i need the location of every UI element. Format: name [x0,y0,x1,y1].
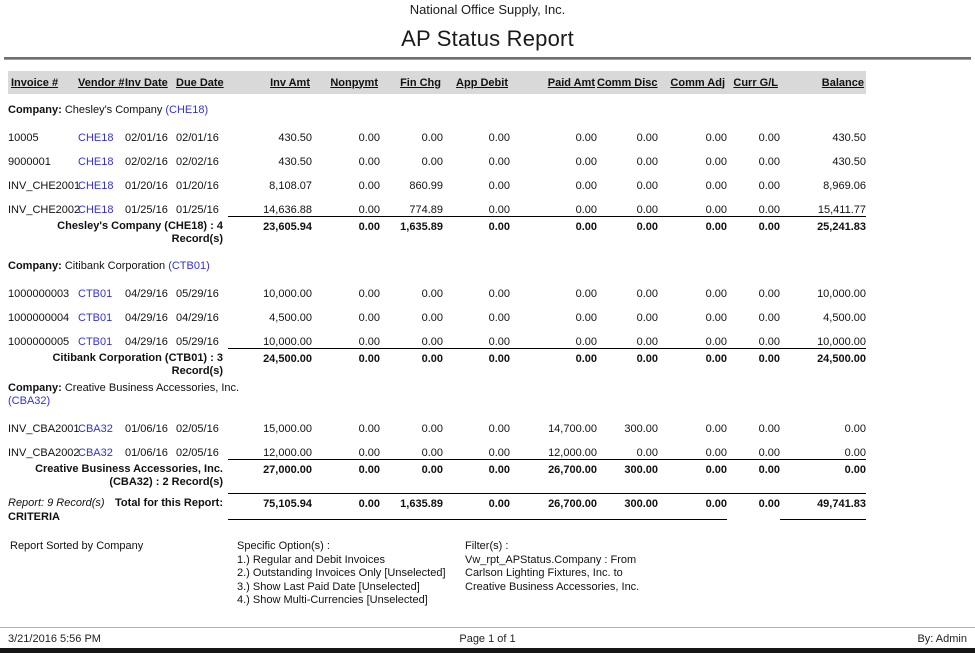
invoice-number: 1000000003 [8,288,70,300]
amount-cell: 24,500.00 [780,348,866,382]
amount-cell: 0.00 [443,493,510,519]
amount-cell: 300.00 [597,459,658,493]
invoice-date: 01/20/16 [125,180,168,192]
amount-cell: 0.00 [380,459,443,493]
amount-cell: 0.00 [844,423,866,435]
amount-cell: 24,500.00 [228,348,312,382]
table-row [8,168,866,192]
vendor-link[interactable]: CHE18 [78,180,114,192]
criteria-sorted-by: Report Sorted by Company [10,540,144,552]
amount-cell: 0.00 [358,446,380,459]
vendor-link[interactable]: CHE18 [78,132,114,144]
invoice-number: 1000000005 [8,336,70,348]
criteria-filters-text: Vw_rpt_APStatus.Company : From Carlson Lighting Fixtures, Inc. to Creative Business Accessories, Inc. [465,553,640,593]
amount-cell: 300.00 [597,493,658,519]
column-header-invoice: Invoice # [8,71,78,94]
footer-page-number: Page 1 of 1 [459,633,516,645]
amount-cell: 0.00 [358,203,380,216]
criteria-options [237,540,457,608]
amount-cell: 12,000.00 [548,446,597,459]
amount-cell: 12,000.00 [263,446,312,459]
amount-cell: 26,700.00 [510,459,597,493]
amount-cell: 0.00 [758,335,780,348]
vendor-cell [78,144,125,168]
amount-cell: 0.00 [358,312,380,324]
company-name: Creative Business Accessories, Inc. [64,382,240,394]
invoice-number: 10005 [8,132,39,144]
amount-cell: 1,635.89 [380,493,443,519]
vendor-cell [78,276,125,300]
amount-cell: 0.00 [705,203,727,216]
table-row [8,324,866,348]
amount-cell: 0.00 [597,216,658,250]
company-name: Citibank Corporation [64,260,169,272]
vendor-link[interactable]: CHE18 [78,156,114,168]
group-header-row [8,382,866,411]
amount-cell: 15,000.00 [263,423,312,435]
vendor-cell [78,168,125,192]
criteria-option: 3.) Show Last Paid Date [Unselected] [237,580,420,593]
vendor-cell [78,120,125,144]
report-total-row [8,493,866,519]
amount-cell: 0.00 [575,156,597,168]
amount-cell: 430.50 [278,156,312,168]
vendor-link[interactable]: CTB01 [78,312,113,324]
page-title: AP Status Report [401,26,574,51]
amount-cell: 0.00 [421,446,443,459]
column-header-balance: Balance [780,71,866,94]
invoice-date: 04/29/16 [125,336,168,348]
amount-cell: 0.00 [488,180,510,192]
column-header-inv-date: Inv Date [125,71,176,94]
company-header-text [8,104,273,117]
amount-cell: 0.00 [488,423,510,435]
criteria-option: 1.) Regular and Debit Invoices [237,553,385,566]
amount-cell: 0.00 [421,288,443,300]
criteria-heading: CRITERIA [8,511,60,523]
column-header-due-date: Due Date [176,71,228,94]
company-header-text [8,260,273,273]
group-header-cell [8,250,866,276]
amount-cell: 860.99 [409,180,443,192]
amount-cell: 10,000.00 [817,288,866,300]
column-header-comm-disc: Comm Disc [597,71,658,94]
amount-cell: 0.00 [758,180,780,192]
column-header-curr-gl: Curr G/L [727,71,780,94]
amount-cell: 0.00 [488,156,510,168]
group-total-label-cell [8,348,228,382]
criteria-options-title: Specific Option(s) : [237,540,330,552]
amount-cell: 430.50 [832,156,866,168]
amount-cell: 0.00 [443,459,510,493]
invoice-date: 04/29/16 [125,288,168,300]
amount-cell: 0.00 [380,348,443,382]
amount-cell: 49,741.83 [780,493,866,519]
amount-cell: 0.00 [727,348,780,382]
amount-cell: 0.00 [510,348,597,382]
column-header-comm-adj: Comm Adj [658,71,727,94]
amount-cell: 0.00 [358,423,380,435]
amount-cell: 15,411.77 [817,203,866,216]
amount-cell: 8,969.06 [823,180,866,192]
amount-cell: 0.00 [312,348,380,382]
amount-cell: 0.00 [758,288,780,300]
company-name: Chesley's Company [64,104,166,116]
amount-cell: 0.00 [488,335,510,348]
vendor-link[interactable]: CBA32 [78,423,113,435]
amount-cell: 0.00 [312,459,380,493]
amount-cell: 0.00 [658,216,727,250]
company-label: Company: [8,104,65,116]
invoice-number: INV_CHE2001 [8,180,81,192]
amount-cell: 0.00 [705,288,727,300]
invoice-number: INV_CBA2001 [8,423,80,435]
criteria-option: 2.) Outstanding Invoices Only [Unselected] [237,567,446,580]
amount-cell: 8,108.07 [269,180,312,192]
amount-cell: 27,000.00 [228,459,312,493]
amount-cell: 0.00 [758,312,780,324]
amount-cell: 14,700.00 [548,423,597,435]
invoice-date: 01/06/16 [125,423,168,435]
amount-cell: 0.00 [443,348,510,382]
amount-cell: 0.00 [575,312,597,324]
vendor-cell [78,300,125,324]
organization-name: National Office Supply, Inc. [409,2,566,17]
amount-cell: 774.89 [409,203,443,216]
amount-cell: 26,700.00 [510,493,597,519]
amount-cell: 0.00 [844,446,866,459]
amount-cell: 0.00 [575,180,597,192]
amount-cell: 0.00 [636,335,658,348]
amount-cell: 0.00 [705,132,727,144]
amount-cell: 0.00 [705,423,727,435]
amount-cell: 0.00 [575,132,597,144]
table-header-row [8,71,866,94]
amount-cell: 0.00 [636,203,658,216]
invoice-date: 02/02/16 [125,156,168,168]
invoice-number: INV_CHE2002 [8,204,81,216]
invoice-number: INV_CBA2002 [8,447,80,459]
company-header-text [8,382,273,408]
amount-cell: 75,105.94 [228,493,312,519]
column-header-paid-amt: Paid Amt [510,71,597,94]
amount-cell: 0.00 [727,216,780,250]
due-date: 02/02/16 [176,156,219,168]
amount-cell: 0.00 [575,203,597,216]
column-header-nonpymt: Nonpymt [312,71,380,94]
options-list [237,554,457,608]
table-row [8,120,866,144]
table-row [8,144,866,168]
due-date: 01/25/16 [176,204,219,216]
amount-cell: 0.00 [636,132,658,144]
amount-cell: 1,635.89 [380,216,443,250]
amount-cell: 0.00 [488,312,510,324]
group-header-row [8,250,866,276]
amount-cell: 0.00 [488,446,510,459]
group-header-cell [8,94,866,120]
amount-cell: 0.00 [758,446,780,459]
amount-cell: 0.00 [510,216,597,250]
ap-status-table [8,71,866,520]
amount-cell: 0.00 [705,156,727,168]
footer-user: By: Admin [917,633,967,645]
amount-cell: 0.00 [705,446,727,459]
company-code-link[interactable]: (CHE18) [165,104,209,116]
amount-cell: 0.00 [358,288,380,300]
amount-cell: 0.00 [488,288,510,300]
vendor-cell [78,324,125,348]
table-row [8,411,866,435]
amount-cell: 0.00 [658,459,727,493]
company-label: Company: [8,260,65,272]
amount-cell: 25,241.83 [780,216,866,250]
vendor-cell [78,192,125,216]
group-header-row [8,94,866,120]
amount-cell: 4,500.00 [269,312,312,324]
group-total-label-cell [8,216,228,250]
invoice-date: 01/25/16 [125,204,168,216]
due-date: 05/29/16 [176,336,219,348]
amount-cell: 0.00 [636,446,658,459]
amount-cell: 0.00 [727,493,780,519]
amount-cell: 0.00 [358,180,380,192]
amount-cell: 0.00 [312,493,380,519]
invoice-date: 01/06/16 [125,447,168,459]
amount-cell: 4,500.00 [823,312,866,324]
table-row [8,192,866,216]
due-date: 05/29/16 [176,288,219,300]
group-total-label: Creative Business Accessories, Inc. (CBA32) : 2 Record(s) [35,463,223,488]
vendor-link[interactable]: CTB01 [78,288,113,300]
group-total-label: Chesley's Company (CHE18) : 4 Record(s) [57,220,223,245]
group-total-label-cell [8,459,228,493]
criteria-filters [465,540,665,594]
footer-datetime: 3/21/2016 5:56 PM [8,633,101,645]
group-total-row [8,348,866,382]
group-total-row [8,459,866,493]
amount-cell: 0.00 [758,156,780,168]
amount-cell: 300.00 [624,423,658,435]
amount-cell: 14,636.88 [263,203,312,216]
vendor-link[interactable]: CTB01 [78,336,113,348]
title-divider [4,57,971,60]
amount-cell: 0.00 [705,312,727,324]
amount-cell: 0.00 [421,335,443,348]
amount-cell: 0.00 [421,312,443,324]
amount-cell: 0.00 [597,348,658,382]
amount-cell: 0.00 [636,312,658,324]
report-total-labels [8,497,228,509]
column-header-vendor: Vendor # [78,71,125,94]
amount-cell: 0.00 [358,335,380,348]
due-date: 01/20/16 [176,180,219,192]
amount-cell: 10,000.00 [263,335,312,348]
amount-cell: 0.00 [488,132,510,144]
report-header [0,2,975,52]
amount-cell: 430.50 [832,132,866,144]
criteria-filters-title: Filter(s) : [465,540,509,552]
column-header-app-debit: App Debit [443,71,510,94]
invoice-number: 9000001 [8,156,51,168]
amount-cell: 0.00 [658,348,727,382]
amount-cell: 0.00 [358,156,380,168]
group-total-row [8,216,866,250]
footer-divider [0,627,975,628]
due-date: 02/05/16 [176,423,219,435]
vendor-cell [78,411,125,435]
report-total-label: Total for this Report: [115,497,223,509]
amount-cell: 0.00 [780,459,866,493]
vendor-link[interactable]: CBA32 [78,447,113,459]
due-date: 04/29/16 [176,312,219,324]
amount-cell: 0.00 [312,216,380,250]
amount-cell: 0.00 [636,288,658,300]
amount-cell: 23,605.94 [228,216,312,250]
amount-cell: 0.00 [443,216,510,250]
amount-cell: 0.00 [575,335,597,348]
amount-cell: 0.00 [758,132,780,144]
amount-cell: 0.00 [636,156,658,168]
group-total-label: Citibank Corporation (CTB01) : 3 Record(s) [52,352,223,377]
amount-cell: 0.00 [636,180,658,192]
amount-cell: 0.00 [705,180,727,192]
amount-cell: 0.00 [358,132,380,144]
company-code-link[interactable]: (CTB01) [168,260,210,272]
amount-cell: 0.00 [758,203,780,216]
amount-cell: 0.00 [727,459,780,493]
amount-cell: 0.00 [658,493,727,519]
invoice-number: 1000000004 [8,312,70,324]
table-row [8,435,866,459]
bottom-bar [0,648,975,653]
invoice-date: 02/01/16 [125,132,168,144]
amount-cell: 430.50 [278,132,312,144]
company-code-link[interactable]: (CBA32) [8,395,51,407]
amount-cell: 0.00 [421,156,443,168]
amount-cell: 10,000.00 [263,288,312,300]
amount-cell: 0.00 [421,423,443,435]
amount-cell: 10,000.00 [817,335,866,348]
due-date: 02/01/16 [176,132,219,144]
report-record-count: Report: 9 Record(s) [8,497,105,509]
column-header-fin-chg: Fin Chg [380,71,443,94]
amount-cell: 0.00 [575,288,597,300]
vendor-link[interactable]: CHE18 [78,204,114,216]
invoice-date: 04/29/16 [125,312,168,324]
company-label: Company: [8,382,65,394]
vendor-cell [78,435,125,459]
due-date: 02/05/16 [176,447,219,459]
report-table-body [8,94,866,519]
table-row [8,300,866,324]
amount-cell: 0.00 [488,203,510,216]
amount-cell: 0.00 [705,335,727,348]
group-header-cell [8,382,866,411]
amount-cell: 0.00 [758,423,780,435]
column-header-inv-amt: Inv Amt [228,71,312,94]
table-row [8,276,866,300]
amount-cell: 0.00 [421,132,443,144]
criteria-option: 4.) Show Multi-Currencies [Unselected] [237,594,428,607]
